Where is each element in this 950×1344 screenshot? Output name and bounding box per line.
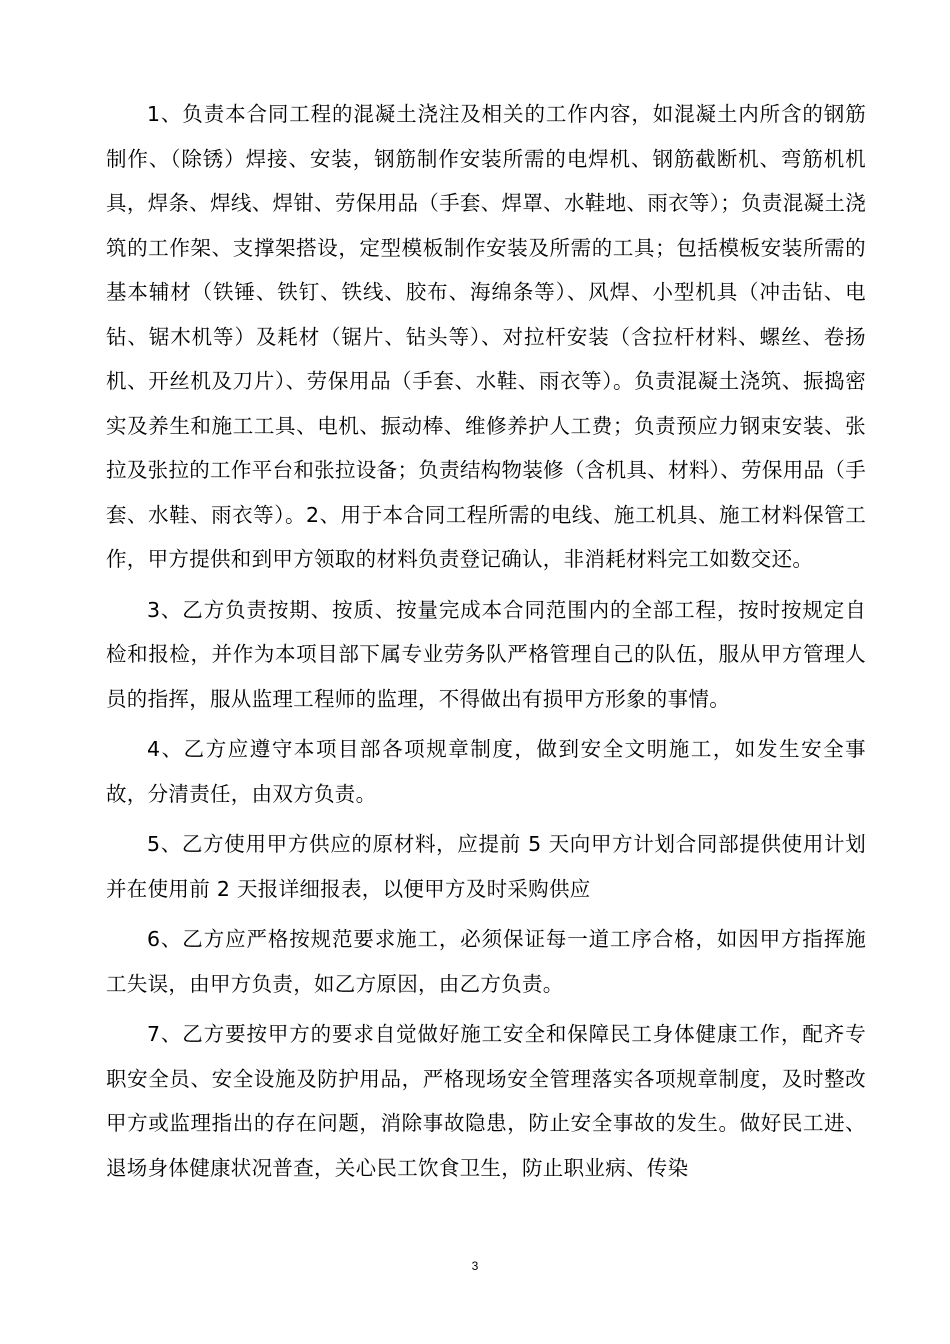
clause-1-2: 1、负责本合同工程的混凝土浇注及相关的工作内容，如混凝土内所含的钢筋制作、（除锈）焊接、安装，钢筋制作安装所需的电焊机、钢筋截断机、弯筋机机具，焊条、焊线、焊钳、劳保用品（手套、焊罩、水鞋地、雨衣等）；负责混凝土浇筑的工作架、支撑架搭设，定型模板制作安装及所需的工具；包括模板安装所需的基本辅材（铁锤、铁钉、铁线、胶布、海绵条等）、风焊、小型机具（冲击钻、电钻、锯木机等）及耗材（锯片、钻头等）、对拉杆安装（含拉杆材料、螺丝、卷扬机、开丝机及刀片）、劳保用品（手套、水鞋、雨衣等）。负责混凝土浇筑、振捣密实及养生和施工工具、电机、振动棒、维修养护人工费；负责预应力钢束安装、张拉及张拉的工作平台和张拉设备；负责结构物装修（含机具、材料）、劳保用品（手套、水鞋、雨衣等）。2、用于本合同工程所需的电线、施工机具、施工材料保管工作，甲方提供和到甲方领取的材料负责登记确认，非消耗材料完工如数交还。 xyxy=(106,102,866,571)
clause-4: 4、乙方应遵守本项目部各项规章制度，做到安全文明施工，如发生安全事故，分清责任，由双方负责。 xyxy=(106,737,866,806)
clause-5: 5、乙方使用甲方供应的原材料，应提前 5 天向甲方计划合同部提供使用计划并在使用前 2 天报详细报表，以便甲方及时采购供应 xyxy=(106,832,866,901)
document-body xyxy=(106,92,866,1190)
page-number: 3 xyxy=(471,1259,479,1273)
clause-7: 7、乙方要按甲方的要求自觉做好施工安全和保障民工身体健康工作，配齐专职安全员、安全设施及防护用品，严格现场安全管理落实各项规章制度，及时整改甲方或监理指出的存在问题，消除事故隐患，防止安全事故的发生。做好民工进、退场身体健康状况普查，关心民工饮食卫生，防止职业病、传染 xyxy=(106,1022,866,1180)
clause-6: 6、乙方应严格按规范要求施工，必须保证每一道工序合格，如因甲方指挥施工失误，由甲方负责，如乙方原因，由乙方负责。 xyxy=(106,927,866,996)
clause-3: 3、乙方负责按期、按质、按量完成本合同范围内的全部工程，按时按规定自检和报检，并作为本项目部下属专业劳务队严格管理自己的队伍，服从甲方管理人员的指挥，服从监理工程师的监理，不得做出有损甲方形象的事情。 xyxy=(106,597,866,711)
